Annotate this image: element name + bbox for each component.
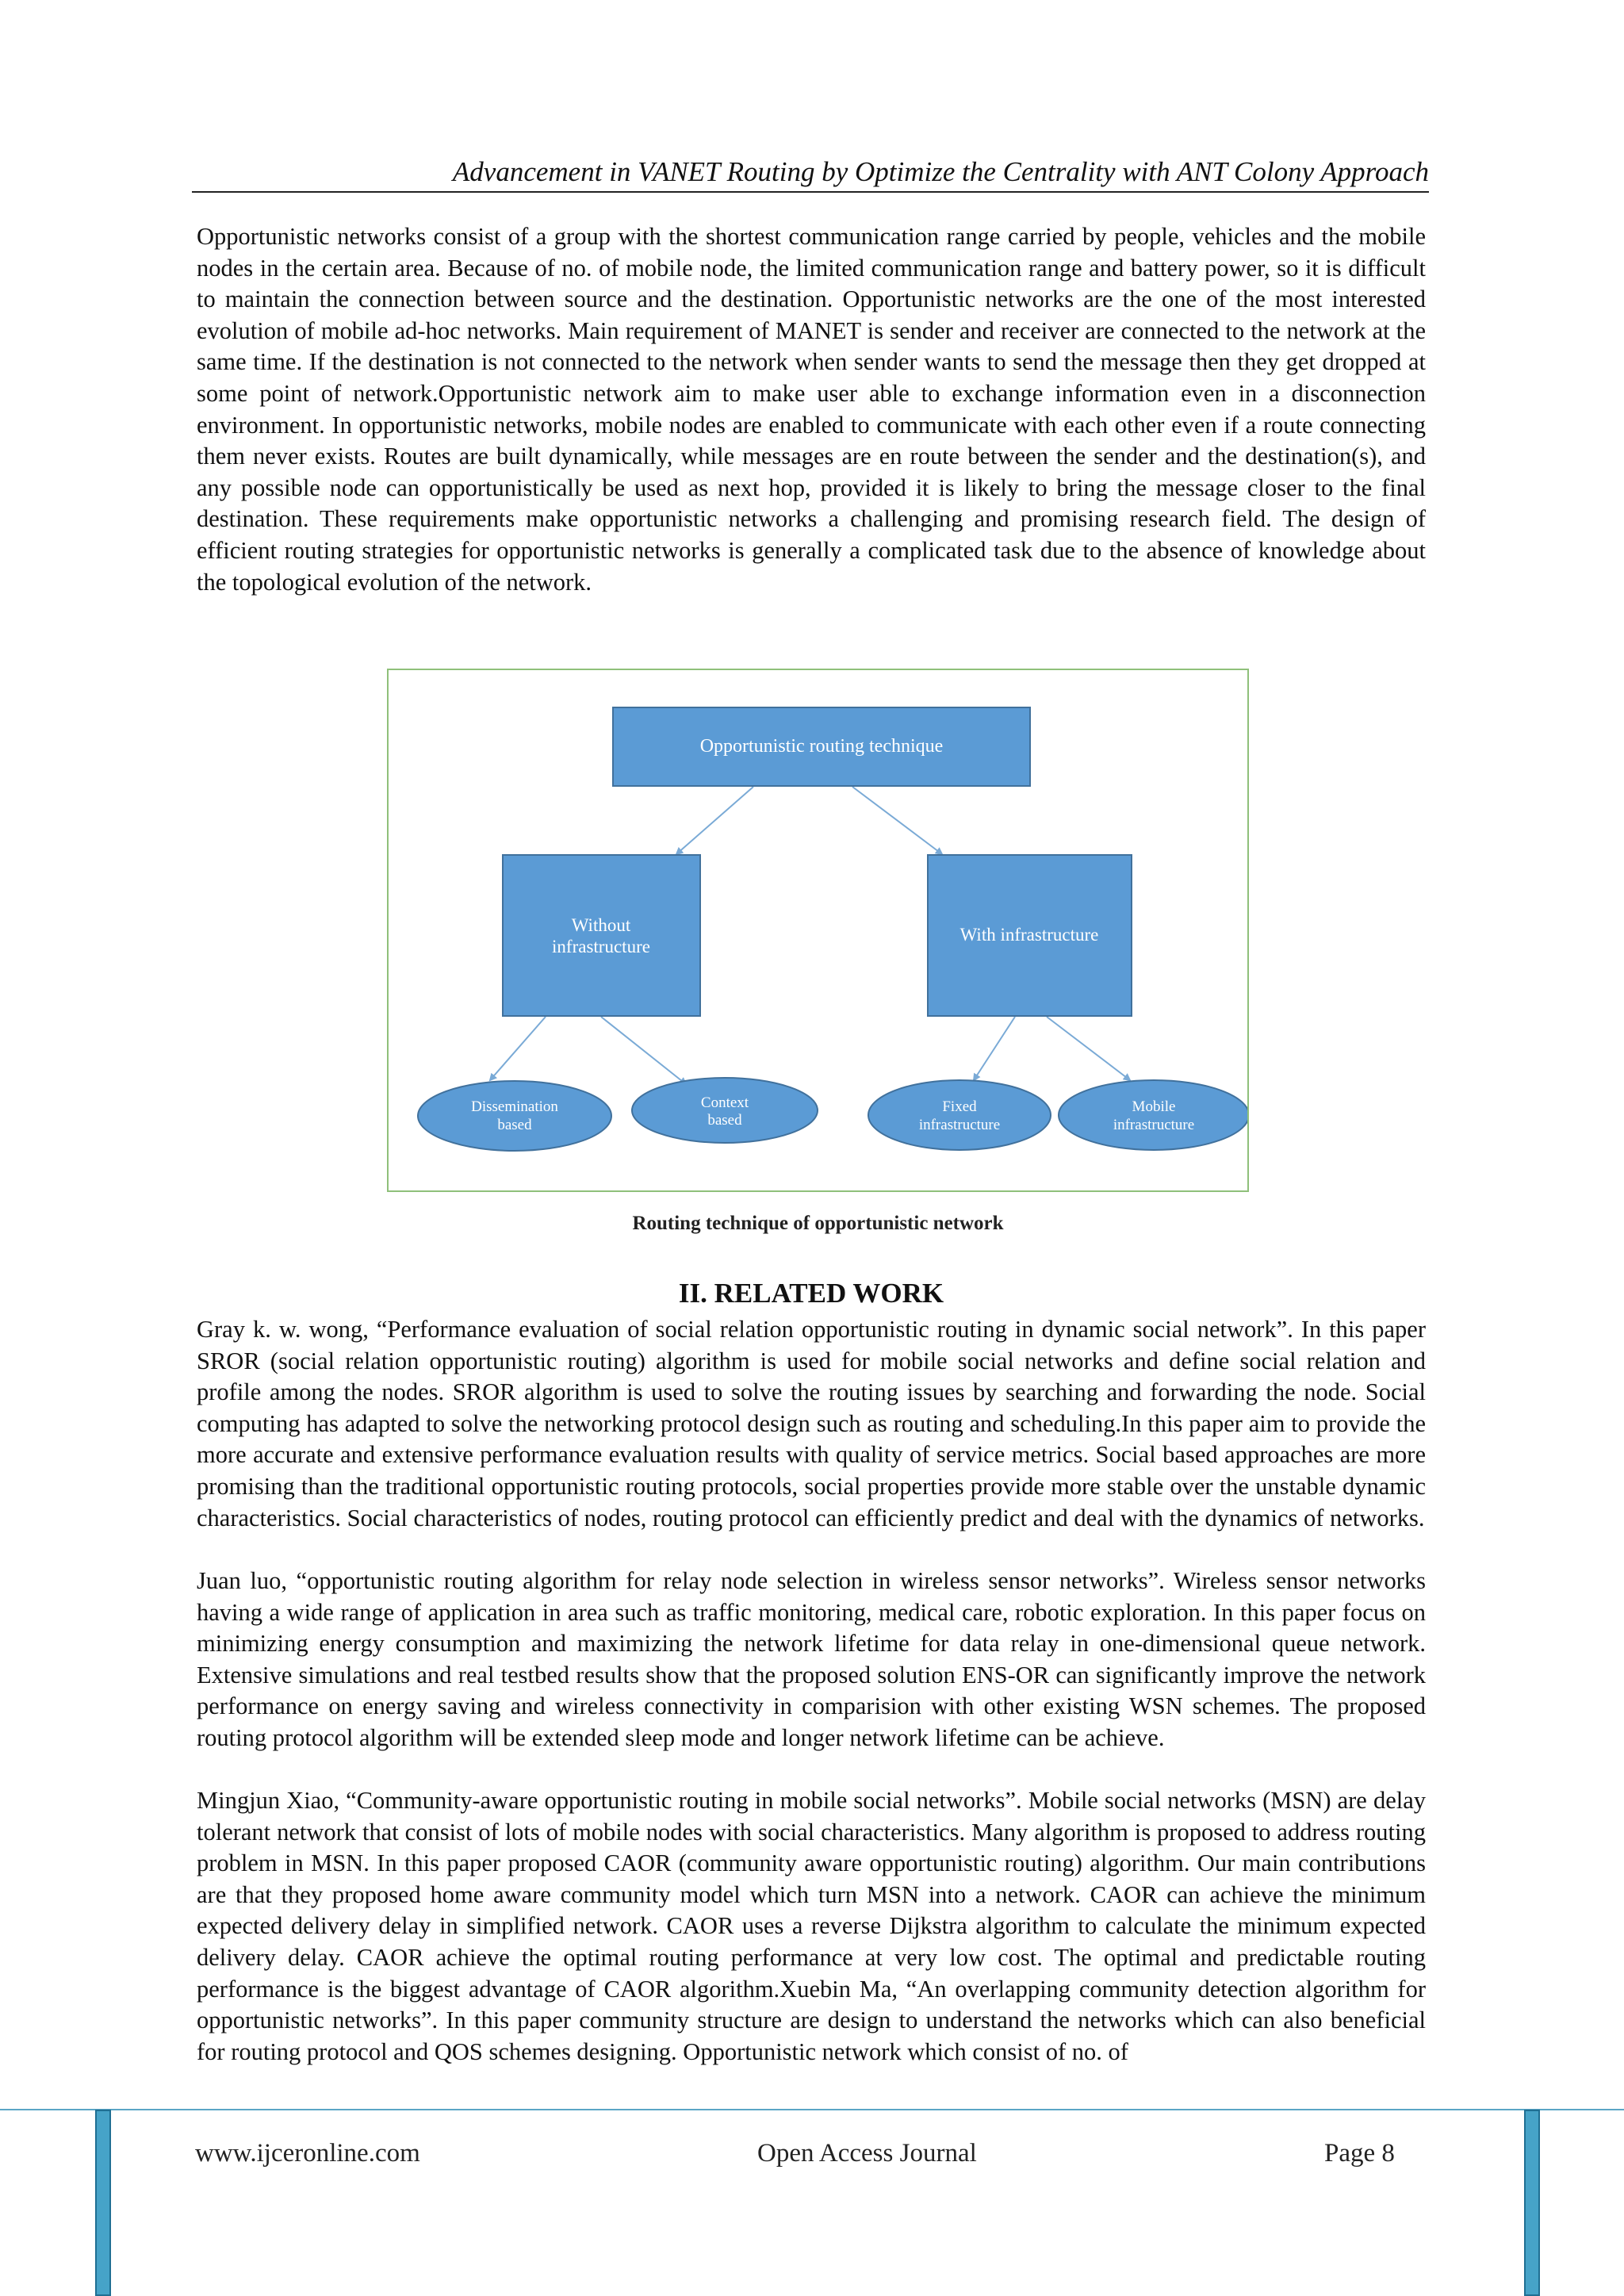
footer-right-bar [1524,2110,1540,2296]
arrow-root-to-with [852,787,942,854]
dissemination-based-label: Dissemination [471,1098,558,1115]
running-header: Advancement in VANET Routing by Optimize the Centrality with ANT Colony Approach [452,156,1429,187]
header-rule [192,191,1429,193]
mobile-infrastructure-label: infrastructure [1113,1117,1195,1133]
arrow-with-to-fixed [974,1017,1015,1080]
mobile-infrastructure-label: Mobile [1132,1098,1176,1115]
dissemination-based-ellipse [418,1081,611,1151]
footer-left-bar [95,2110,111,2296]
mobile-infrastructure-ellipse [1059,1080,1247,1150]
routing-tree-diagram [389,670,1247,1190]
without-infrastructure-label: infrastructure [552,937,650,956]
footer-page-number: Page 8 [1324,2139,1395,2168]
arrow-root-to-without [676,787,753,854]
figure-caption: Routing technique of opportunistic network [632,1213,1004,1234]
fixed-infrastructure-label: Fixed [942,1098,977,1115]
dissemination-based-label: based [497,1117,532,1133]
arrow-without-to-dissemination [490,1017,546,1080]
routing-technique-figure [387,669,1249,1192]
fixed-infrastructure-label: infrastructure [918,1117,1001,1133]
footer-rule [0,2109,1624,2110]
fixed-infrastructure-ellipse [868,1080,1051,1150]
context-based-label: Context [700,1094,749,1111]
without-infrastructure-label: Without [571,915,631,935]
related-work-paragraph-wong: Gray k. w. wong, “Performance evaluation of social relation opportunistic routing in dynamic social network”. In this paper SROR (social relation opportunistic routing) algorithm is used for mobile social networks and define social relation and profile among the nodes. SROR algorithm is used to solve the routing issues by searching and forwarding the node. Social computing has adapted to solve the networking protocol design such as routing and scheduling.In this paper aim to provide the more accurate and extensive performance evaluation results with quality of service metrics. Social based approaches are more promising than the traditional opportunistic routing protocols, social properties provide more stable over the unstable dynamic characteristics. Social characteristics of nodes, routing protocol can efficiently predict and deal with the dynamics of networks. [197,1316,1426,1531]
section-heading-related-work: II. RELATED WORK [678,1278,944,1309]
related-work-paragraph-luo: Juan luo, “opportunistic routing algorithm for relay node selection in wireless sensor networks”. Wireless sensor networks having a wide range of application in area such as traffic monitoring, medical care, robotic exploration. In this paper focus on minimizing energy consumption and maximizing the network lifetime for data relay in one-dimensional queue network. Extensive simulations and real testbed results show that the proposed solution ENS-OR can significantly improve the network performance on energy saving and wireless connectivity in comparision with other existing WSN schemes. The proposed routing protocol algorithm will be extended sleep mode and longer network lifetime can be achieve. [197,1567,1426,1751]
without-infrastructure-box [503,855,700,1016]
footer-journal-label: Open Access Journal [757,2139,977,2168]
root-node-label: Opportunistic routing technique [699,736,944,757]
related-work-paragraph-xiao: Mingjun Xiao, “Community-aware opportunistic routing in mobile social networks”. Mobile social networks (MSN) are delay tolerant network that consist of lots of mobile nodes with social characteristics. Many algorithm is proposed to address routing problem in MSN. In this paper proposed CAOR (community aware opportunistic routing) algorithm. Our main contributions are that they proposed home aware community model which turn MSN into a network. CAOR can achieve the minimum expected delivery delay in simplified network. CAOR uses a reverse Dijkstra algorithm to calculate the minimum expected delivery delay. CAOR achieve the optimal routing performance at very low cost. The optimal and predictable routing performance is the biggest advantage of CAOR algorithm.Xuebin Ma, “An overlapping community detection algorithm for opportunistic networks”. In this paper community structure are design to understand the networks which can also beneficial for routing protocol and QOS schemes designing. Opportunistic network which consist of no. of [197,1787,1426,2065]
intro-paragraph: Opportunistic networks consist of a group with the shortest communication range carried by people, vehicles and the mobile nodes in the certain area. Because of no. of mobile node, the limited communication range and battery power, so it is difficult to maintain the connection between source and the destination. Opportunistic networks are the one of the most interested evolution of mobile ad-hoc networks. Main requirement of MANET is sender and receiver are connected to the network at the same time. If the destination is not connected to the network when sender wants to send the message then they get dropped at some point of network.Opportunistic network aim to make user able to exchange information even in a disconnection environment. In opportunistic networks, mobile nodes are enabled to communicate with each other even if a route connecting them never exists. Routes are built dynamically, while messages are en route between the sender and the destination(s), and any possible node can opportunistically be used as next hop, provided it is likely to bring the message closer to the final destination. These requirements make opportunistic networks a challenging and promising research field. The design of efficient routing strategies for opportunistic networks is generally a complicated task due to the absence of knowledge about the topological evolution of the network. [197,223,1426,596]
with-infrastructure-label: With infrastructure [959,925,1099,945]
footer-url-link[interactable]: www.ijceronline.com [195,2139,420,2168]
arrow-without-to-context [601,1017,686,1084]
context-based-label: based [707,1112,742,1129]
arrow-with-to-mobile [1047,1017,1130,1080]
